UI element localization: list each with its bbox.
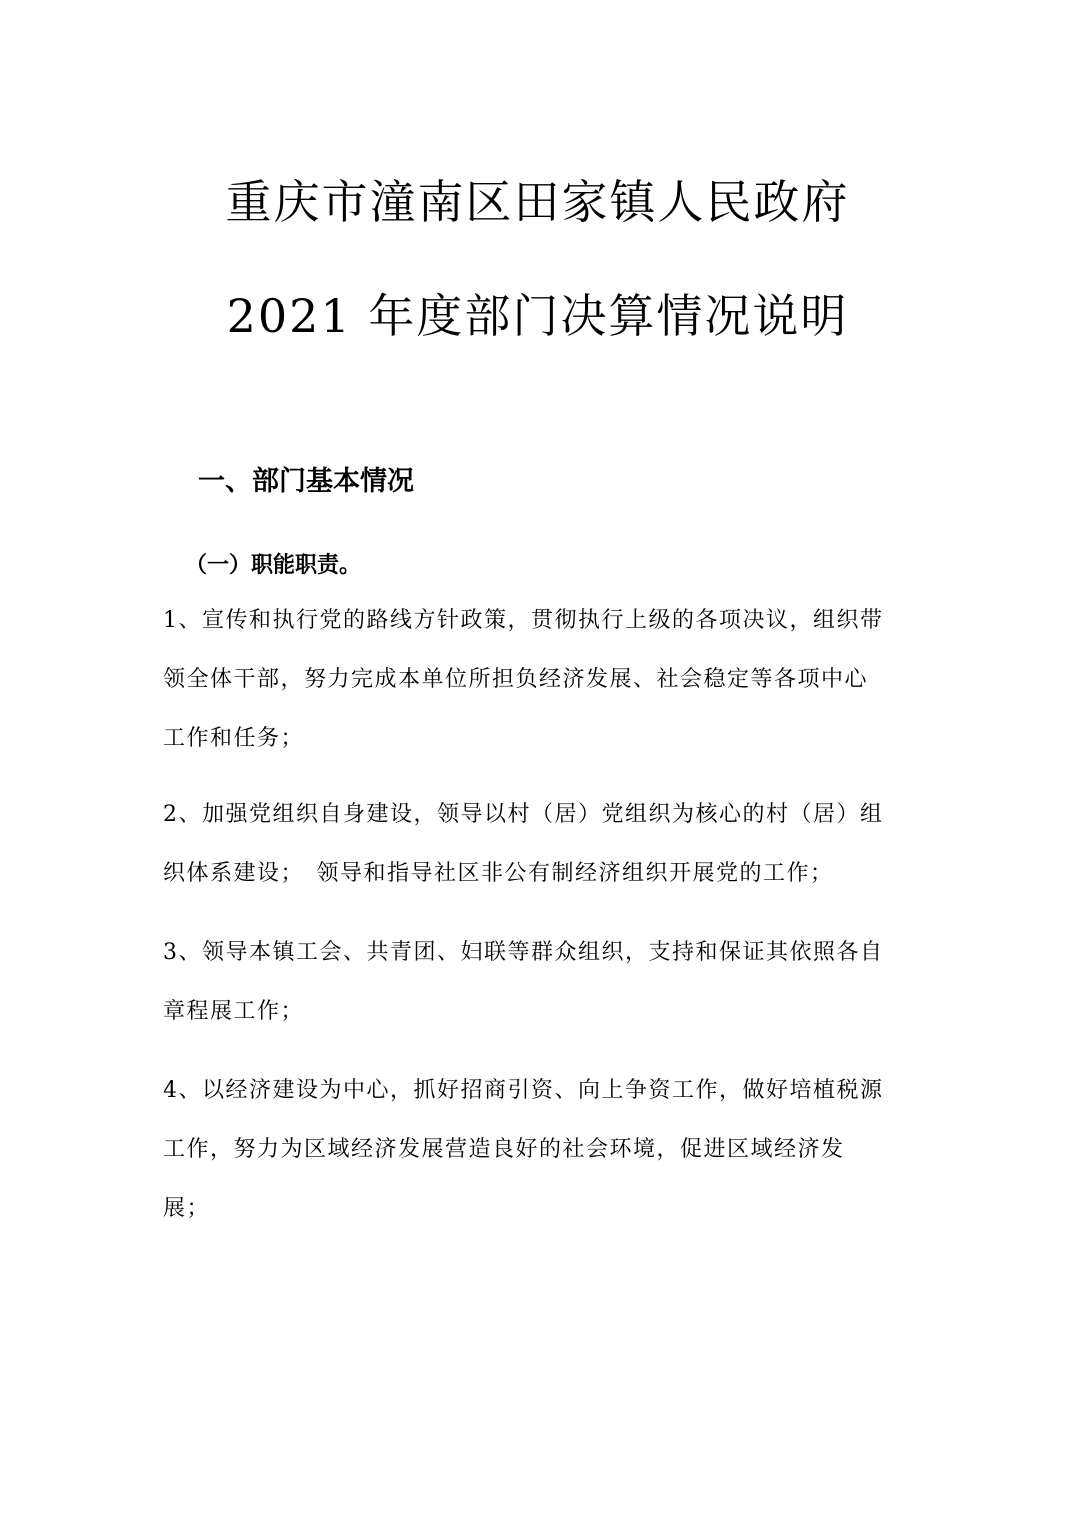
paragraph-line: 领全体干部，努力完成本单位所担负经济发展、社会稳定等各项中心: [163, 667, 869, 692]
document-title-line-1: 重庆市潼南区田家镇人民政府: [225, 174, 850, 229]
paragraph-line: 织体系建设； 领导和指导社区非公有制经济组织开展党的工作；: [163, 861, 834, 886]
paragraph-line: 工作和任务；: [163, 726, 305, 751]
paragraph-line: 3、领导本镇工会、共青团、妇联等群众组织，支持和保证其依照各自: [163, 940, 884, 965]
paragraph-line: 1、宣传和执行党的路线方针政策，贯彻执行上级的各项决议，组织带: [163, 608, 884, 633]
paragraph-line: 2、加强党组织自身建设，领导以村（居）党组织为核心的村（居）组: [163, 802, 884, 827]
duty-paragraph-3: [163, 942, 911, 1060]
paragraph-line: 章程展工作；: [163, 999, 305, 1024]
subsection-heading-duties: （一）职能职责。: [185, 552, 362, 578]
duty-paragraph-4: [163, 1080, 911, 1257]
paragraph-line: 4、以经济建设为中心，抓好招商引资、向上争资工作，做好培植税源: [163, 1078, 884, 1103]
document-title-line-2: 2021 年度部门决算情况说明: [226, 288, 849, 343]
paragraph-line: 展；: [163, 1196, 211, 1221]
duty-paragraph-2: [163, 804, 911, 922]
duty-paragraph-1: [163, 610, 911, 787]
section-heading-basic-info: 一、部门基本情况: [198, 466, 414, 498]
paragraph-line: 工作，努力为区域经济发展营造良好的社会环境，促进区域经济发: [163, 1137, 845, 1162]
